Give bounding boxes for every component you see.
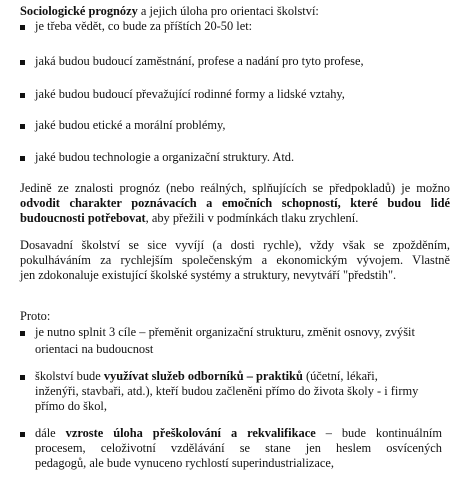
bullet-marker (20, 331, 25, 336)
para2-line-3: jen zdokonaluje existující školské systémy a struktury, nevytváří "předstih". (20, 268, 397, 282)
list1-item-3: jaké budou budoucí převažující rodinné formy a lidské vztahy, (35, 87, 345, 101)
heading-bold: Sociologické prognózy (20, 4, 138, 18)
proto-label: Proto: (20, 309, 51, 323)
list2-item-2-line-2: inženýři, stavbaři, atd.), kteří budou začleněni přímo do života školy - i firmy (35, 384, 419, 398)
list2-item-1-line-1: je nutno splnit 3 cíle – přeměnit organizační strukturu, změnit osnovy, zvýšit (35, 325, 415, 339)
bullet-marker (20, 93, 25, 98)
item3-post: – bude kontinuálním (315, 426, 443, 440)
para1-line-3 (20, 211, 450, 226)
item3-pre: dále (35, 426, 66, 440)
list1-item-5: jaké budou technologie a organizační struktury. Atd. (35, 150, 295, 164)
item2-bold: využívat služeb odborníků – praktiků (103, 369, 303, 383)
list2-item-1-line-2: orientaci na budoucnost (35, 342, 154, 356)
para1-bold-tail: budoucnosti potřebovat (20, 211, 146, 225)
bullet-marker (20, 60, 25, 65)
list2-item-3-line-1 (35, 426, 442, 441)
list1-item-4: jaké budou etické a morální problémy, (35, 118, 226, 132)
item3-bold: vzroste úloha přeškolování a rekvalifikace (65, 426, 316, 440)
bullet-marker (20, 432, 25, 437)
bullet-marker (20, 375, 25, 380)
list2-item-3-line-3: pedagogů, ale bude vynuceno rychlostí superindustrializace, (35, 456, 334, 470)
bullet-marker (20, 156, 25, 161)
item2-pre: školství bude (35, 369, 104, 383)
bullet-marker (20, 124, 25, 129)
para2-line-1: Dosavadní školství se sice vyvíjí (a dosti rychle), vždy však se zpožděním, (20, 238, 450, 252)
para1-line-2: odvodit charakter poznávacích a emočních schopností, které budou lidé (20, 196, 450, 210)
item2-post: (účetní, lékaři, (302, 369, 378, 383)
section-heading (20, 4, 450, 19)
list2-item-2-line-1 (35, 369, 442, 384)
para1-rest: , aby přežili v podmínkách tlaku zrychlení. (145, 211, 359, 225)
list2-item-3-line-2: procesem, celoživotní vzdělávání se stane jen heslem osvícených (35, 441, 442, 455)
heading-rest: a jejich úloha pro orientaci školství: (137, 4, 319, 18)
list1-item-2: jaká budou budoucí zaměstnání, profese a nadání pro tyto profese, (35, 54, 364, 68)
bullet-marker (20, 25, 25, 30)
para2-line-2: pokulháváním za rychlejším společenským a ekonomickým vývojem. Vlastně (20, 253, 450, 267)
list2-item-2-line-3: přímo do škol, (35, 399, 107, 413)
para1-line-1: Jedině ze znalosti prognóz (nebo reálných, splňujících se předpokladů) je možno (20, 181, 450, 195)
list1-item-1: je třeba vědět, co bude za příštích 20-50 let: (35, 19, 253, 33)
